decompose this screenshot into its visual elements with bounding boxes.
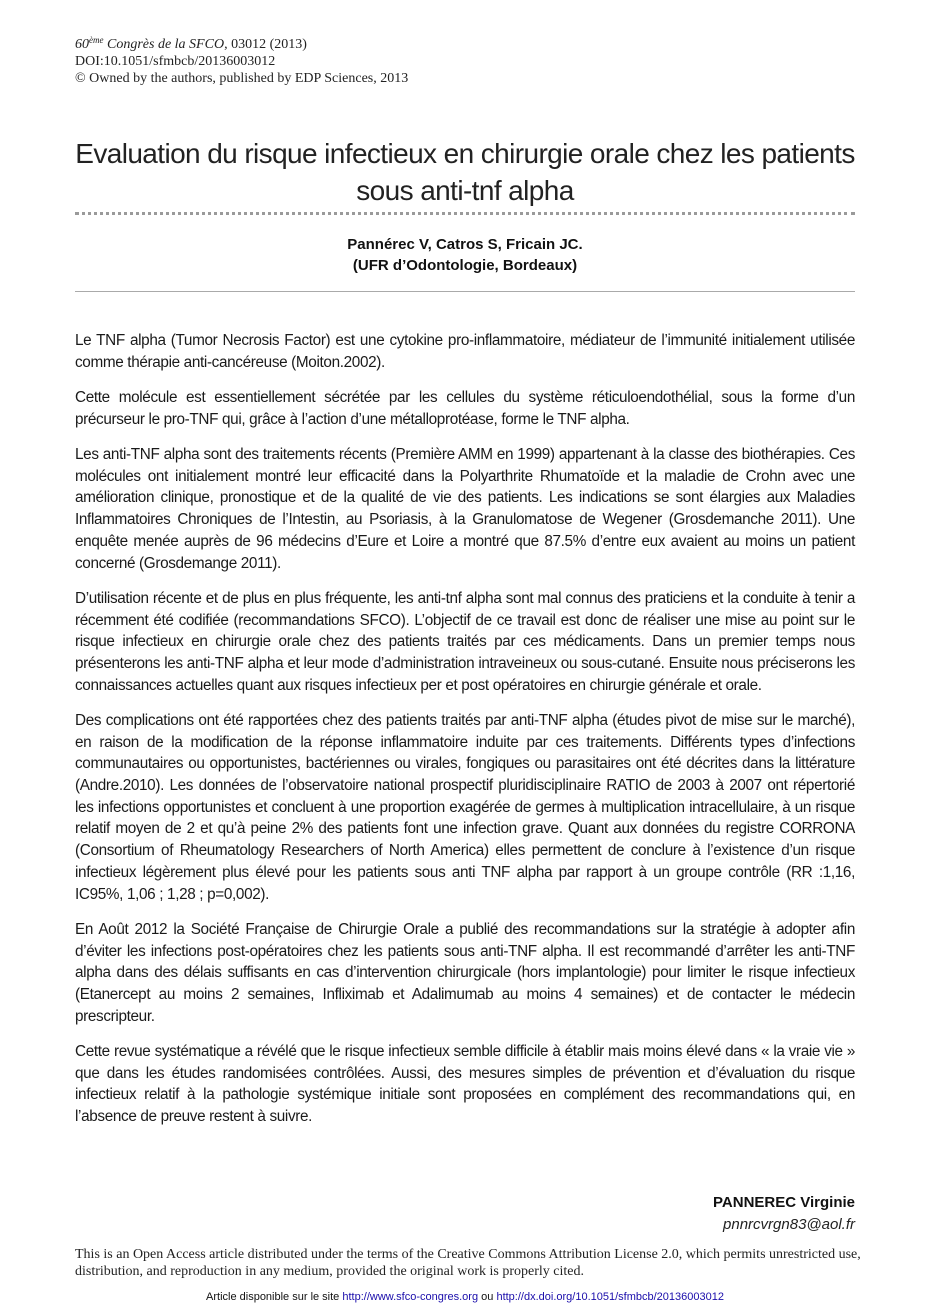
signature-name: PANNEREC Virginie bbox=[713, 1194, 855, 1211]
availability-prefix: Article disponible sur le site bbox=[206, 1291, 343, 1303]
doi-link[interactable]: http://dx.doi.org/10.1051/sfmbcb/20136003012 bbox=[496, 1291, 724, 1303]
journal-name bbox=[75, 37, 224, 52]
signature-block bbox=[455, 1192, 855, 1236]
article-body bbox=[75, 330, 855, 1141]
sfco-site-link[interactable]: http://www.sfco-congres.org bbox=[342, 1291, 479, 1303]
paragraph: D’utilisation récente et de plus en plus fréquente, les anti-tnf alpha sont mal connus des praticiens et la conduite à tenir a récemment été codifiée (recommandations SFCO). L’objectif de ce travail est donc de réaliser une mise au point sur le risque infectieux en chirurgie orale chez des patients traités par ces médicaments. Dans un premier temps nous présenterons les anti-TNF alpha et leur mode d’administration intraveineux ou sous-cutané. Ensuite nous préciserons les connaissances actuelles quant aux risques infectieux per et post opératoires en chirurgie générale et orale. bbox=[75, 589, 855, 694]
copyright-line: © Owned by the authors, published by EDP Sciences, 2013 bbox=[75, 71, 409, 86]
author-block bbox=[75, 234, 855, 276]
availability-line bbox=[0, 1290, 930, 1304]
article-title-line-2: sous anti-tnf alpha bbox=[356, 174, 574, 206]
title-divider bbox=[75, 212, 855, 215]
journal-name-rest: Congrès de la SFCO bbox=[103, 37, 225, 52]
journal-citation bbox=[75, 36, 675, 53]
author-divider bbox=[75, 291, 855, 292]
author-list: Pannérec V, Catros S, Fricain JC. bbox=[347, 236, 583, 253]
signature-email: pnnrcvrgn83@aol.fr bbox=[723, 1216, 855, 1233]
paragraph: Les anti-TNF alpha sont des traitements récents (Première AMM en 1999) appartenant à la classe des biothérapies. Ces molécules ont initialement montré leur efficacité dans la Polyarthrite Rhumatoïde et la maladie de Crohn avec une amélioration clinique, pronostique et de la qualité de vie des patients. Les indications se sont élargies aux Maladies Inflammatoires Chroniques de l’Intestin, au Psoriasis, à la Granulomatose de Wegener (Grosdemanche 2011). Une enquête menée auprès de 96 médecins d’Eure et Loire a montré que 87.5% d’entre eux avaient au moins un patient concerné (Grosdemange 2011). bbox=[75, 446, 855, 572]
availability-or: ou bbox=[478, 1291, 497, 1303]
paragraph: En Août 2012 la Société Française de Chirurgie Orale a publié des recommandations sur la stratégie à adopter afin d’éviter les infections post-opératoires chez les patients sous anti-TNF alpha. Il est recommandé d’arrêter les anti-TNF alpha dans des délais suffisants en cas d’intervention chirurgicale (hors implantologie) pour limiter le risque infectieux (Etanercept au moins 2 semaines, Infliximab et Adalimumab au moins 4 semaines) et de contacter le médecin prescripteur. bbox=[75, 920, 855, 1025]
publication-header bbox=[75, 36, 675, 87]
license-notice: This is an Open Access article distributed under the terms of the Creative Commons Attribution License 2.0, which permits unrestricted use, distribution, and reproduction in any medium, provided the original work is properly cited. bbox=[75, 1247, 861, 1279]
article-title bbox=[75, 135, 855, 209]
paragraph: Cette revue systématique a révélé que le risque infectieux semble difficile à établir mais moins élevé dans « la vraie vie » que dans les études randomisées contrôlées. Aussi, des mesures simples de prévention et d’évaluation du risque infectieux relatif à la pathologie systémique initiale sont proposées en complément des recommandations qui, en l’absence de preuve restent à suivre. bbox=[75, 1042, 855, 1126]
paragraph: Le TNF alpha (Tumor Necrosis Factor) est une cytokine pro-inflammatoire, médiateur de l’immunité initialement utilisée comme thérapie anti-cancéreuse (Moiton.2002). bbox=[75, 332, 855, 371]
journal-superscript: ème bbox=[89, 35, 104, 45]
journal-suffix: , 03012 (2013) bbox=[224, 37, 307, 52]
article-title-line-1: Evaluation du risque infectieux en chirurgie orale chez les patients bbox=[75, 137, 855, 169]
paragraph: Cette molécule est essentiellement sécrétée par les cellules du système réticuloendothélial, sous la forme d’un précurseur le pro-TNF qui, grâce à l’action d’une métalloprotéase, forme le TNF alpha. bbox=[75, 389, 855, 428]
paragraph: Des complications ont été rapportées chez des patients traités par anti-TNF alpha (études pivot de mise sur le marché), en raison de la modification de la réponse inflammatoire induite par ces traitements. Différents types d’infections communautaires ou opportunistes, bactériennes ou virales, fongiques ou parasitaires ont été décrites dans la littérature (Andre.2010). Les données de l’observatoire national prospectif pluridisciplinaire RATIO de 2003 à 2007 ont répertorié les infections opportunistes et concluent à une proportion exagérée de germes à multiplication intracellulaire, à un risque relatif moyen de 2 et qu’à peine 2% des patients font une infection grave. Quant aux données du registre CORRONA (Consortium of Rheumatology Researchers of North America) elles permettent de conclure à l’existence d’un risque infectieux légèrement plus élevé pour les patients sous anti TNF alpha par rapport à un groupe contrôle (RR :1,16, IC95%, 1,06 ; 1,28 ; p=0,002). bbox=[75, 711, 855, 903]
doi-line: DOI:10.1051/sfmbcb/20136003012 bbox=[75, 54, 276, 69]
author-affiliation: (UFR d’Odontologie, Bordeaux) bbox=[352, 257, 578, 274]
journal-number: 60 bbox=[75, 37, 89, 52]
